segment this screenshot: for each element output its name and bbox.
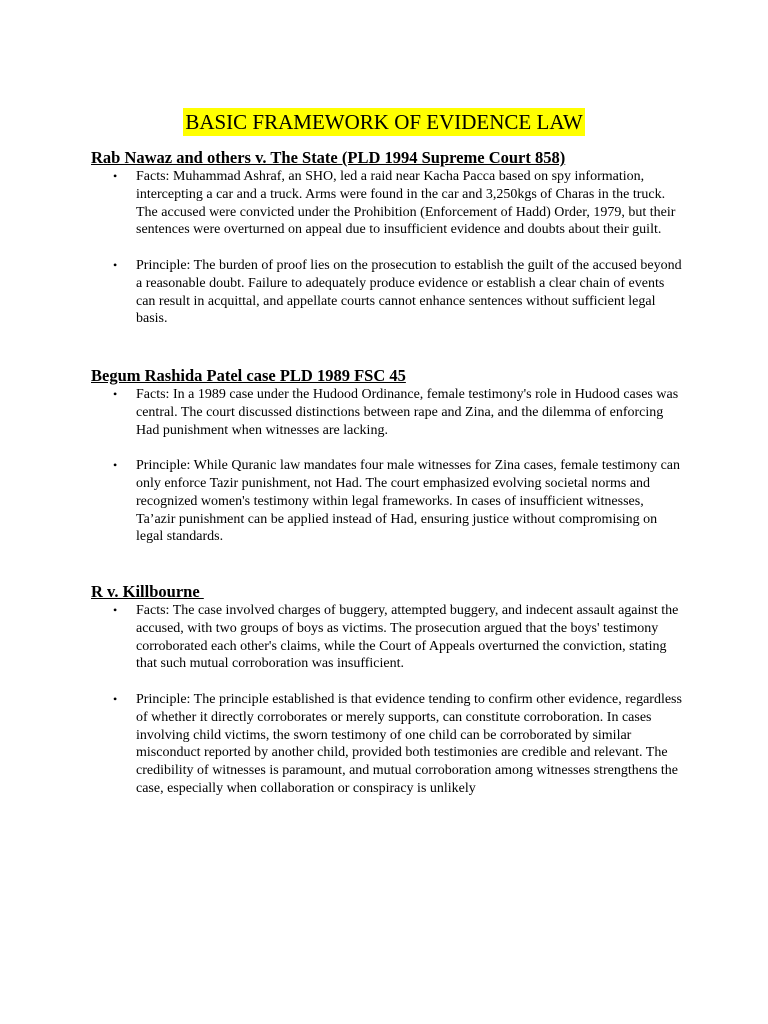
title-block	[0, 94, 768, 150]
case-heading: R v. Killbourne	[91, 582, 204, 601]
case-heading: Begum Rashida Patel case PLD 1989 FSC 45	[91, 366, 406, 385]
list-item	[91, 602, 691, 673]
case-facts-text: Facts: Muhammad Ashraf, an SHO, led a raid near Kacha Pacca based on spy information, intercepting a car and a truck. Arms were found in the car and 3,250kgs of Charas in the truck. The accused were convicted under the Prohibition (Enforcement of Hadd) Order, 1979, but their sentences were overturned on appeal due to insufficient evidence and doubts about their guilt.	[136, 169, 676, 238]
list-item	[91, 691, 691, 798]
list-item	[91, 386, 691, 439]
case-points-list	[91, 386, 691, 546]
case-section-rashida-patel	[91, 366, 691, 564]
case-section-rab-nawaz	[91, 148, 691, 346]
case-principle-text: Principle: While Quranic law mandates four male witnesses for Zina cases, female testimony can only enforce Tazir punishment, not Had. The court emphasized evolving societal norms and recognized women's testimony within legal frameworks. In cases of insufficient witnesses, Ta’azir punishment can be applied instead of Had, ensuring justice without compromising on legal standards.	[136, 458, 681, 545]
bullet-icon: •	[113, 458, 118, 473]
case-heading: Rab Nawaz and others v. The State (PLD 1994 Supreme Court 858)	[91, 148, 566, 167]
list-item	[91, 457, 691, 546]
bullet-icon: •	[113, 387, 118, 401]
document-title: BASIC FRAMEWORK OF EVIDENCE LAW	[185, 110, 583, 135]
case-points-list	[91, 168, 691, 328]
case-points-list	[91, 602, 691, 798]
bullet-icon: •	[113, 691, 118, 706]
list-item	[91, 168, 691, 239]
case-principle-text: Principle: The burden of proof lies on the prosecution to establish the guilt of the accused beyond a reasonable doubt. Failure to adequately produce evidence or establish a clear chain of events can result in acquittal, and appellate courts cannot enhance sentences without sufficient legal basis.	[136, 257, 682, 327]
case-principle-text: Principle: The principle established is that evidence tending to confirm other evidence, regardless of whether it directly corroborates or merely supports, can constitute corroboration. In cases involving child victims, the sworn testimony of one child can be corroborated by similar misconduct reported by another child, provided both testimonies are credible and relevant. The credibility of witnesses is paramount, and mutual corroboration among witnesses strengthens the case, especially when collaboration or conspiracy is unlikely	[136, 691, 682, 796]
case-facts-text: Facts: The case involved charges of buggery, attempted buggery, and indecent assault against the accused, with two groups of boys as victims. The prosecution argued that the boys' testimony corroborated each other's claims, while the Court of Appeals overturned the conviction, stating that such mutual corroboration was insufficient.	[136, 603, 679, 672]
bullet-icon: •	[113, 603, 118, 617]
list-item	[91, 257, 691, 328]
case-facts-text: Facts: In a 1989 case under the Hudood Ordinance, female testimony's role in Hudood cases was central. The court discussed distinctions between rape and Zina, and the dilemma of enforcing Had punishment when witnesses are lacking.	[136, 387, 679, 438]
bullet-icon: •	[113, 169, 118, 183]
case-section-killbourne	[91, 582, 691, 816]
bullet-icon: •	[113, 257, 118, 272]
